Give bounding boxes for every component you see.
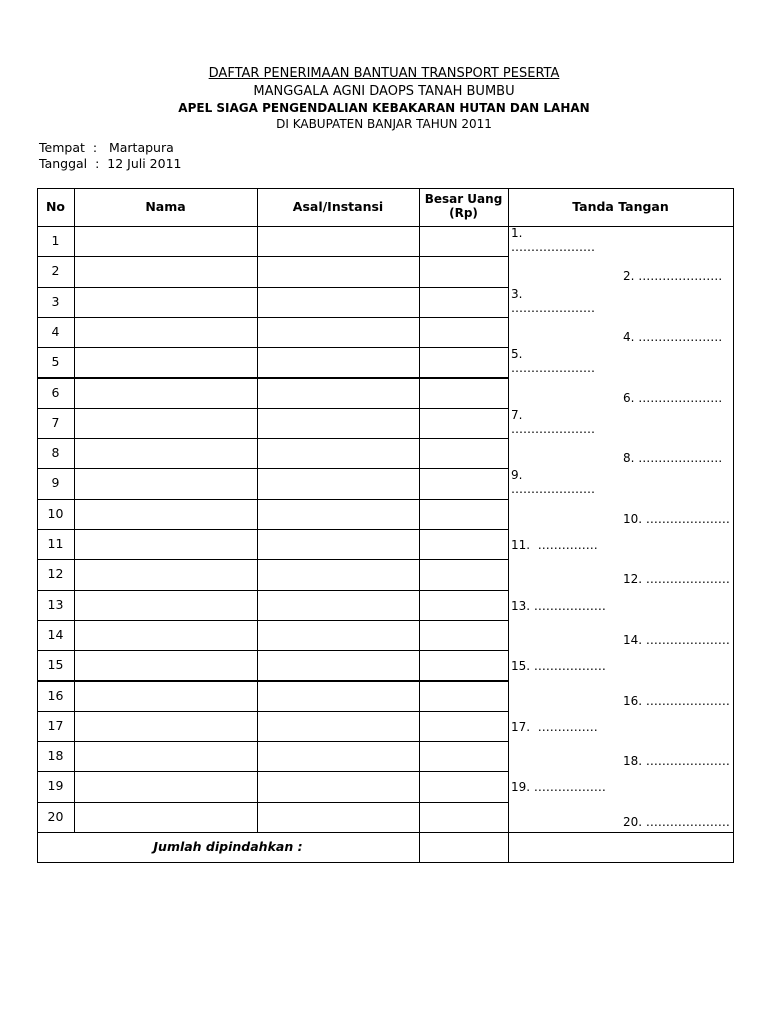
table-row-cell [419,468,509,499]
total-signature-cell [508,832,734,863]
column-header-rp: (Rp) [449,206,478,220]
table-row-cell [419,681,509,712]
signature-line-9: 9. ………………… [511,468,595,497]
signature-line-13: 13. ……………… [511,598,606,613]
signature-line-7: 7. ………………… [511,407,595,436]
tempat-label: Tempat : Martapura [39,140,174,155]
table-row-cell [257,378,420,409]
table-row-cell [419,559,509,590]
column-header-asal-instansi: Asal/Instansi [292,199,384,214]
tanggal-label: Tanggal : 12 Juli 2011 [39,156,182,171]
table-row-cell [257,347,420,378]
table-row-cell [74,771,258,802]
table-row-cell [74,317,258,348]
table-row-cell [419,438,509,469]
row-number: 19 [47,778,64,794]
table-row-cell [257,226,420,257]
signature-line-16: 16. ………………… [623,693,730,708]
table-row-cell [257,438,420,469]
row-number: 4 [51,323,60,339]
row-number: 1 [51,233,60,248]
table-row-cell [74,711,258,742]
table-row-cell [257,650,420,681]
table-row-cell [74,681,258,712]
signature-line-11: 11. …………… [511,538,598,552]
column-header-tanda-tangan: Tanda Tangan [572,199,669,214]
row-number: 6 [51,384,60,400]
table-row-cell [257,771,420,802]
table-row-cell [257,741,420,772]
total-label: Jumlah dipindahkan : [153,839,303,854]
table-row-cell [419,711,509,742]
table-row-cell [257,681,420,712]
table-row-cell [257,408,420,439]
signature-line-10: 10. ………………… [623,511,730,526]
title-line-1: DAFTAR PENERIMAAN BANTUAN TRANSPORT PESERTA [208,66,560,81]
signature-line-6: 6. ………………… [623,390,723,405]
table-row-cell [257,620,420,651]
table-row-cell [74,499,258,530]
signature-line-4: 4. ………………… [623,329,723,344]
table-row-cell [419,741,509,772]
table-row-cell [419,347,509,378]
row-number: 2 [51,263,60,279]
table-row-cell [74,438,258,469]
row-number: 5 [51,354,60,370]
table-row-cell [257,499,420,530]
table-row-cell [74,802,258,833]
table-row-cell [419,287,509,318]
row-number: 17 [47,717,64,733]
table-row-cell [419,650,509,681]
table-row-cell [257,590,420,621]
column-header-no: No [45,199,66,214]
title-line-3: APEL SIAGA PENGENDALIAN KEBAKARAN HUTAN DAN LAHAN [178,101,590,115]
table-row-cell [419,226,509,257]
signature-line-17: 17. …………… [511,719,598,734]
table-row-cell [74,347,258,378]
table-row-cell [419,378,509,409]
table-row-cell [257,256,420,287]
table-row-cell [74,620,258,651]
signature-area [508,226,734,833]
table-row-cell [257,802,420,833]
row-number: 12 [47,566,64,582]
table-row-cell [74,378,258,409]
row-number: 11 [47,536,64,551]
row-number: 9 [51,475,60,491]
table-row-cell [419,771,509,802]
table-row-cell [74,559,258,590]
title-line-2: MANGGALA AGNI DAOPS TANAH BUMBU [253,84,515,99]
signature-line-20: 20. ………………… [623,814,730,829]
table-row-cell [74,256,258,287]
row-number: 18 [47,748,64,764]
signature-line-2: 2. ………………… [623,269,723,284]
column-header-nama: Nama [145,199,186,214]
table-row-cell [419,317,509,348]
table-row-cell [257,468,420,499]
table-row-cell [74,650,258,681]
table-row-cell [74,741,258,772]
table-row-cell [257,559,420,590]
table-row-cell [74,529,258,560]
table-row-cell [74,408,258,439]
table-row-cell [419,499,509,530]
signature-line-18: 18. ………………… [623,754,730,769]
row-number: 10 [47,505,64,521]
column-header-besar-uang: Besar Uang [424,192,503,206]
table-row-cell [257,287,420,318]
table-row-cell [419,802,509,833]
table-row-cell [419,408,509,439]
signature-line-15: 15. ……………… [511,659,606,674]
table-row-cell [257,317,420,348]
row-number: 16 [47,687,64,703]
row-number: 20 [47,808,64,824]
title-line-4: DI KABUPATEN BANJAR TAHUN 2011 [276,117,492,131]
row-number: 15 [47,657,64,673]
row-number: 14 [47,626,64,642]
total-amount-cell [419,832,509,863]
row-number: 3 [51,293,60,309]
row-number: 13 [47,596,64,612]
signature-line-8: 8. ………………… [623,451,723,466]
table-row-cell [419,256,509,287]
table-row-cell [74,226,258,257]
table-row-cell [74,590,258,621]
row-number: 8 [51,445,60,461]
table-row-cell [419,620,509,651]
row-number: 7 [51,414,60,430]
signature-line-12: 12. ………………… [623,572,730,587]
signature-line-3: 3. ………………… [511,286,595,315]
signature-line-5: 5. ………………… [511,347,595,376]
table-row-cell [74,287,258,318]
table-row-cell [74,468,258,499]
table-row-cell [419,529,509,560]
signature-line-19: 19. ……………… [511,780,606,795]
signature-line-14: 14. ………………… [623,632,730,647]
table-row-cell [257,529,420,560]
table-row-cell [419,590,509,621]
signature-line-1: 1. ………………… [511,226,595,254]
table-row-cell [257,711,420,742]
